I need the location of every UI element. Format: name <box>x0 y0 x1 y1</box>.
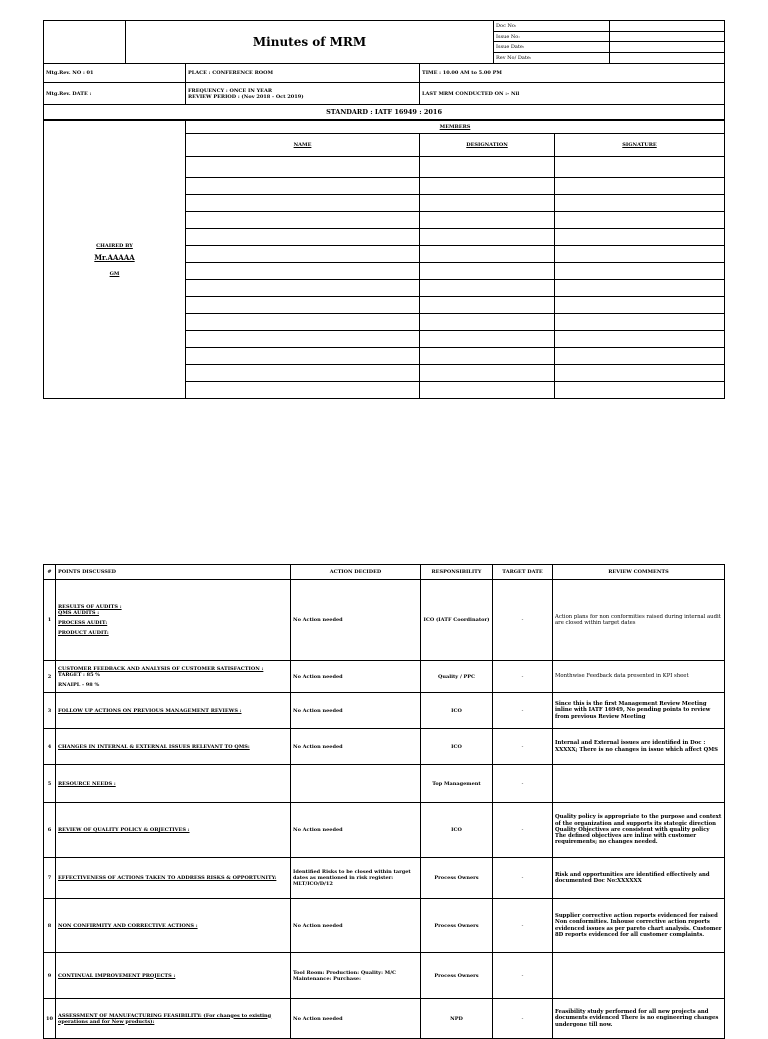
col-responsibility: RESPONSIBILITY <box>421 565 493 580</box>
row-responsibility: Quality / PPC <box>421 661 493 693</box>
row-responsibility: Process Owners <box>421 953 493 999</box>
row-review: Action plans for non conformities raised during internal audit are closed within target dates <box>553 580 725 661</box>
row-action: No Action needed <box>291 729 421 765</box>
issue-no-label: Issue No: <box>494 31 609 42</box>
row-target: - <box>493 899 553 953</box>
members-table <box>43 120 725 399</box>
members-heading: MEMBERS <box>186 121 725 134</box>
row-responsibility: Top Management <box>421 765 493 803</box>
row-responsibility: ICO <box>421 729 493 765</box>
col-points: POINTS DISCUSSED <box>56 565 291 580</box>
row-points: FOLLOW UP ACTIONS ON PREVIOUS MANAGEMENT REVIEWS : <box>56 693 291 729</box>
row-responsibility: ICO <box>421 693 493 729</box>
table-row <box>44 999 725 1039</box>
row-number: 8 <box>44 899 56 953</box>
row-points: RESULTS OF AUDITS : QMS AUDITS : PROCESS AUDIT: PRODUCT AUDIT: <box>56 580 291 661</box>
row-number: 9 <box>44 953 56 999</box>
mtg-rev-no: Mtg.Rev. NO : 01 <box>44 64 186 83</box>
row-points: ASSESSMENT OF MANUFACTURING FEASIBILITY: (For changes to existing operations and for New products): <box>56 999 291 1039</box>
col-name: NAME <box>186 134 420 157</box>
frequency: FREQUENCY : ONCE IN YEAR <box>188 87 273 94</box>
row-review: Internal and External issues are identified in Doc : XXXXX; There is no changes in issue which affect QMS <box>553 729 725 765</box>
row-responsibility: Process Owners <box>421 899 493 953</box>
row-points: EFFECTIVENESS OF ACTIONS TAKEN TO ADDRESS RISKS & OPPORTUNITY: <box>56 858 291 899</box>
row-target: - <box>493 580 553 661</box>
row-target: - <box>493 999 553 1039</box>
table-row <box>44 580 725 661</box>
place: PLACE : CONFERENCE ROOM <box>186 64 420 83</box>
row-number: 7 <box>44 858 56 899</box>
row-action: Identified Risks to be closed within target dates as mentioned in risk register: MLT/ICO/D/12 <box>291 858 421 899</box>
doc-no-label: Doc No: <box>494 21 609 31</box>
issue-date-label: Issue Date: <box>494 42 609 53</box>
row-number: 6 <box>44 803 56 858</box>
document-title: Minutes of MRM <box>126 21 494 64</box>
standard: STANDARD : IATF 16949 : 2016 <box>44 105 725 120</box>
row-responsibility: ICO <box>421 803 493 858</box>
table-row <box>44 765 725 803</box>
review-period: REVIEW PERIOD : (Nov 2018 - Oct 2019) <box>188 93 304 100</box>
table-row <box>44 729 725 765</box>
col-review-comments: REVIEW COMMENTS <box>553 565 725 580</box>
issue-date-value <box>609 42 724 53</box>
last-mrm: LAST MRM CONDUCTED ON :- Nil <box>420 83 725 105</box>
row-review: Monthwise Feedback data presented in KPI sheet <box>553 661 725 693</box>
row-number: 3 <box>44 693 56 729</box>
row-number: 2 <box>44 661 56 693</box>
chair-name: Mr.AAAAA <box>94 252 135 262</box>
row-action: No Action needed <box>291 803 421 858</box>
table-row <box>44 899 725 953</box>
doc-no-value <box>609 21 724 31</box>
doc-info-table <box>494 21 724 63</box>
row-action: No Action needed <box>291 899 421 953</box>
mrm-header-table <box>43 20 725 120</box>
rev-no-label: Rev No/ Date: <box>494 53 609 63</box>
table-row <box>44 693 725 729</box>
chaired-by-cell <box>44 121 186 399</box>
row-review <box>553 765 725 803</box>
col-signature: SIGNATURE <box>555 134 725 157</box>
row-review <box>553 953 725 999</box>
row-points: CHANGES IN INTERNAL & EXTERNAL ISSUES RELEVANT TO QMS: <box>56 729 291 765</box>
table-row <box>44 661 725 693</box>
col-number: # <box>44 565 56 580</box>
row-action: No Action needed <box>291 580 421 661</box>
row-points: CUSTOMER FEEDBACK AND ANALYSIS OF CUSTOMER SATISFACTION : TARGET : 85 % RNAIPL - 98 % <box>56 661 291 693</box>
col-action: ACTION DECIDED <box>291 565 421 580</box>
table-row <box>44 858 725 899</box>
row-action <box>291 765 421 803</box>
row-responsibility: NPD <box>421 999 493 1039</box>
row-points: CONTINUAL IMPROVEMENT PROJECTS : <box>56 953 291 999</box>
row-points: REVIEW OF QUALITY POLICY & OBJECTIVES : <box>56 803 291 858</box>
issue-no-value <box>609 31 724 42</box>
chair-title: GM <box>109 270 120 277</box>
meeting-time: TIME : 10.00 AM to 5.00 PM <box>420 64 725 83</box>
table-row <box>44 953 725 999</box>
row-responsibility: ICO (IATF Coordinator) <box>421 580 493 661</box>
row-action: Tool Room: Production: Quality: M/C Maintenance: Purchase: <box>291 953 421 999</box>
row-number: 4 <box>44 729 56 765</box>
row-target: - <box>493 953 553 999</box>
mtg-rev-date: Mtg.Rev. DATE : <box>44 83 186 105</box>
points-table <box>43 564 725 1039</box>
row-points: NON CONFIRMITY AND CORRECTIVE ACTIONS : <box>56 899 291 953</box>
row-review: Risk and opportunities are identified effectively and documented Doc No:XXXXXX <box>553 858 725 899</box>
table-row <box>44 803 725 858</box>
row-target: - <box>493 765 553 803</box>
row-review: Since this is the first Management Review Meeting inline with IATF 16949, No pending points to review from previous Review Meeting <box>553 693 725 729</box>
row-points: RESOURCE NEEDS : <box>56 765 291 803</box>
row-number: 1 <box>44 580 56 661</box>
logo-cell <box>44 21 126 64</box>
row-number: 10 <box>44 999 56 1039</box>
row-target: - <box>493 729 553 765</box>
row-action: No Action needed <box>291 999 421 1039</box>
row-responsibility: Process Owners <box>421 858 493 899</box>
row-target: - <box>493 661 553 693</box>
row-action: No Action needed <box>291 661 421 693</box>
row-review: Quality policy is appropriate to the purpose and context of the organization and supports its stategic direction Quality Objectives are consistent with quality policy The defined objectives are inline with customer requirements; no changes needed. <box>553 803 725 858</box>
chaired-by-label: CHAIRED BY <box>96 242 133 249</box>
rev-no-value <box>609 53 724 63</box>
col-target-date: TARGET DATE <box>493 565 553 580</box>
row-target: - <box>493 858 553 899</box>
row-review: Supplier corrective action reports evidenced for raised Non conformities. Inhouse corrective action reports evidenced issues as per pareto chart analysis. Customer 8D reports evidenced for all customer complaints. <box>553 899 725 953</box>
row-number: 5 <box>44 765 56 803</box>
col-designation: DESIGNATION <box>420 134 555 157</box>
row-action: No Action needed <box>291 693 421 729</box>
row-target: - <box>493 693 553 729</box>
row-review: Feasibility study performed for all new projects and documents evidenced There is no engineering changes undergone till now. <box>553 999 725 1039</box>
row-target: - <box>493 803 553 858</box>
